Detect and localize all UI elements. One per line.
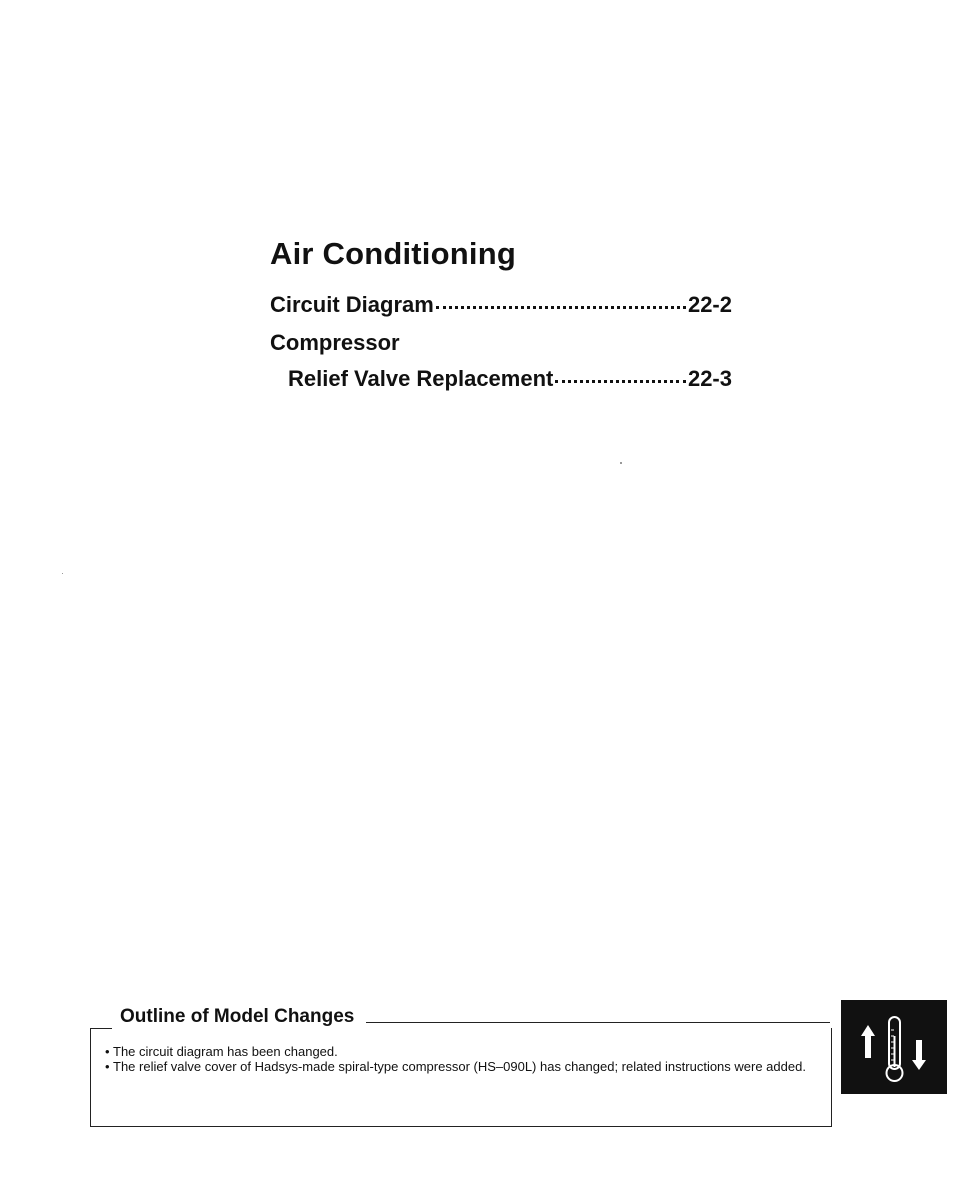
outline-box [90,1028,832,1127]
dot-leader [436,306,686,309]
toc-entry-label: Relief Valve Replacement [288,366,554,391]
section-tab[interactable] [841,1000,947,1094]
toc-page-ref: 22-3 [687,366,732,391]
toc-page-ref: 22-2 [687,292,732,317]
outline-list [106,1044,826,1074]
section-title: Air Conditioning [270,236,516,271]
scan-speck [620,462,622,464]
scan-speck [62,573,63,574]
toc-entry-relief-valve-replacement[interactable] [288,366,732,392]
outline-rule-right [366,1022,830,1023]
outline-title: Outline of Model Changes [120,1006,355,1027]
thermometer-up-down-icon [841,1000,947,1094]
outline-item: • The relief valve cover of Hadsys-made spiral-type compressor (HS–090L) has changed; related instructions were added. [106,1059,826,1074]
outline-item: • The circuit diagram has been changed. [106,1044,826,1059]
toc-entry-label: Circuit Diagram [270,292,434,317]
toc-entry-circuit-diagram[interactable] [270,292,732,318]
toc-entry-compressor [270,330,400,356]
dot-leader [555,380,686,383]
arrow-down-icon [912,1040,926,1070]
arrow-up-icon [861,1025,875,1058]
thermometer-bulb [887,1065,903,1081]
toc-entry-label: Compressor [270,330,400,355]
